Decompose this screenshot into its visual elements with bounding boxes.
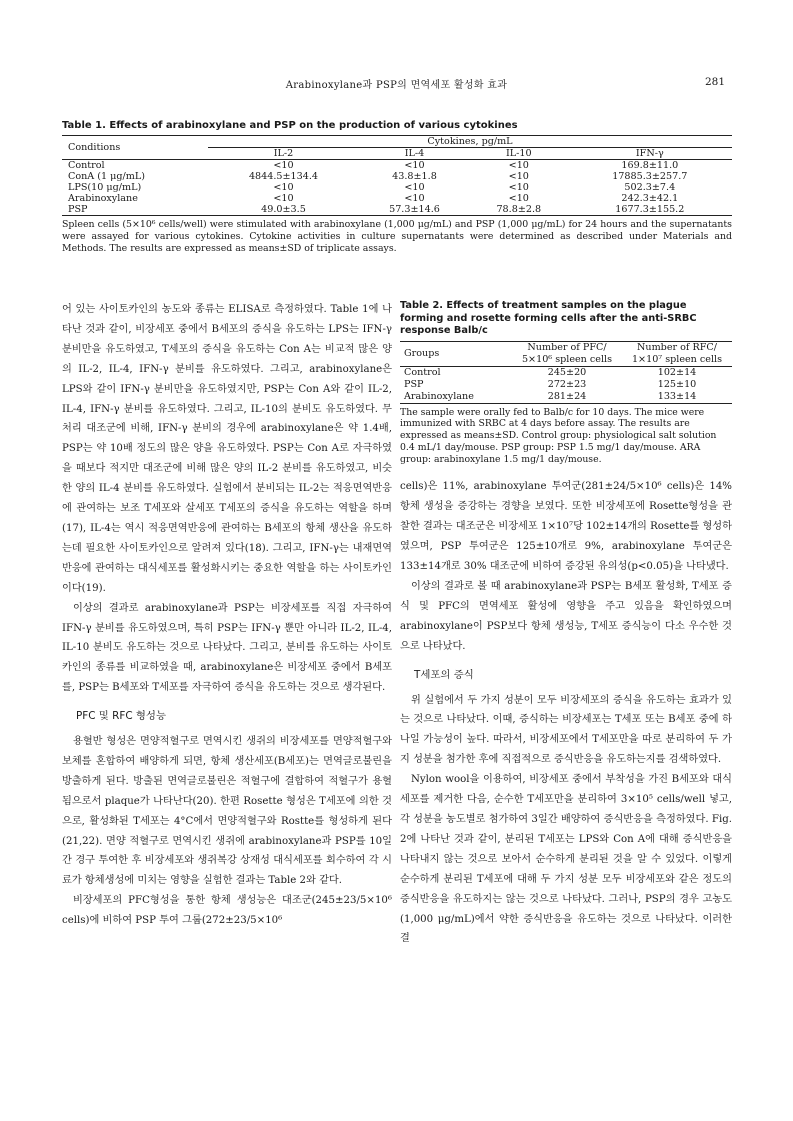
row-label: ConA (1 μg/mL) bbox=[68, 171, 145, 182]
table-row bbox=[62, 182, 732, 193]
column-header: IL-2 bbox=[208, 148, 359, 160]
row-label: LPS(10 μg/mL) bbox=[68, 182, 142, 193]
table-2-caption: Table 2. Effects of treatment samples on the plague forming and rosette forming cells after the anti-SRBC response Balb/c bbox=[400, 300, 697, 336]
body-paragraph: Nylon wool을 이용하여, 비장세포 중에서 부착성을 가진 B세포와 대식세포를 제거한 다음, 순수한 T세포만을 분리하여 3×10⁵ cells/well 넣고, 각 성분을 농도별로 첨가하여 3일간 배양하여 증식반응을 측정하였다. Fig. 2에 나타난 것과 같이, 분리된 T세포는 LPS와 Con A에 대해 증식반응을 나타내지 않는 것으로 보아서 순수하게 분리된 것을 알 수 있었다. 이렇게 순수하게 분리된 T세포에 대해 두 가지 성분 모두 비장세포와 같은 정도의 증식반응을 유도하지는 않는 것으로 나타났다. 그러나, PSP의 경우 고농도(1,000 μg/mL)에서 약한 증식반응을 유도하는 것으로 나타났다. 이러한 결 bbox=[400, 774, 732, 945]
table-cell: 242.3±42.1 bbox=[621, 193, 679, 204]
column-header-pfc-line2: 5×10⁶ spleen cells bbox=[521, 353, 613, 365]
table-cell: 49.0±3.5 bbox=[208, 204, 359, 216]
table-1-caption: Table 1. Effects of arabinoxylane and PSP on the production of various cytokines bbox=[62, 120, 518, 131]
table-cell: <10 bbox=[273, 193, 294, 204]
body-paragraph: cells)은 11%, arabinoxylane 투여군(281±24/5×10⁶ cells)은 14% 항체 생성을 증강하는 경향을 보였다. 또한 비장세포에 Rosette형성을 관찰한 결과는 대조군은 비장세포 1×10⁷당 102±14개의 Rosette를 형성하였으며, PSP 투여군은 125±10개로 9%, arabinoxylane 투여군은 133±14개로 30% 대조군에 비하여 증강된 유의성(p<0.05)을 나타냈다. bbox=[400, 481, 732, 573]
running-title: Arabinoxylane과 PSP의 면역세포 활성화 효과 bbox=[285, 80, 508, 91]
table-cell: 169.8±11.0 bbox=[621, 160, 679, 171]
left-column bbox=[62, 300, 392, 931]
table-row bbox=[400, 366, 732, 379]
table-cell: 502.3±7.4 bbox=[624, 182, 676, 193]
table-cell: 281±24 bbox=[512, 391, 622, 404]
body-paragraph: 이상의 결과로 볼 때 arabinoxylane과 PSP는 B세포 활성화, T세포 증식 및 PFC의 면역세포 활성에 영향을 주고 있음을 확인하였으며 arabinoxylane이 PSP보다 항체 생성능, T세포 증식능이 다소 우수한 것으로 나타났다. bbox=[400, 581, 732, 652]
body-paragraph: 비장세포의 PFC형성을 통한 항체 생성능은 대조군(245±23/5×10⁶ cells)에 비하여 PSP 투여 그룹(272±23/5×10⁶ bbox=[62, 895, 392, 927]
body-paragraph: 이상의 결과로 arabinoxylane과 PSP는 비장세포를 직접 자극하여 IFN-γ 분비를 유도하였으며, 특히 PSP는 IFN-γ 뿐만 아니라 IL-2, IL-4, IL-10 분비도 유도하는 것으로 나타났다. 그리고, 분비를 유도하는 사이토카인의 종류를 비교하였을 때, arabinoxylane은 비장세포 중에서 B세포를, PSP는 B세포와 T세포를 자극하여 증식을 유도하는 것으로 생각된다. bbox=[62, 602, 392, 694]
row-label: Arabinoxylane bbox=[68, 193, 138, 204]
row-label: Arabinoxylane bbox=[400, 391, 512, 404]
table-2-grid bbox=[400, 341, 732, 404]
column-header-pfc bbox=[512, 341, 622, 366]
table-2-footnote: The sample were orally fed to Balb/c for 10 days. The mice were immunized with SRBC at 4 days before assay. The results are expressed as means±SD. Control group: physiological salt solution 0.4 mL/1 day/mouse. PSP group: PSP 1.5 mg/1 day/mouse. ARA group: arabinoxylane 1.5 mg/1 day/mouse. bbox=[400, 406, 717, 465]
row-label: PSP bbox=[62, 204, 208, 216]
body-paragraph: 어 있는 사이토카인의 농도와 종류는 ELISA로 측정하였다. Table 1에 나타난 것과 같이, 비장세포 중에서 B세포의 증식을 유도하는 LPS는 IFN-γ 분비만을 유도하였고, T세포의 증식을 유도하는 Con A는 비교적 많은 양의 IL-2, IL-4, IFN-γ 분비를 유도하였다. 그리고, arabinoxylane은 LPS와 같이 IFN-γ 분비만을 유도하였지만, PSP는 Con A와 같이 IL-2, IL-4, IFN-γ 분비를 유도하였다. 그리고, IL-10의 분비도 유도하였다. 무처리 대조군에 비해, IFN-γ 분비의 경우에 arabinoxylane은 약 1.4배, PSP는 약 10배 정도의 많은 양을 유도하였다. PSP는 Con A로 자극하였을 때보다 적지만 대조군에 비해 많은 양의 IL-2 분비를 유도하였고, 비슷한 양의 IL-4 분비를 유도하였다. 실험에서 분비되는 IL-2는 적응면역반응에 관여하는 보조 T세포와 살세포 T세포의 증식을 유도하는 역할을 하며(17), IL-4는 역시 적응면역반응에 관여하는 B세포의 항체 생산을 유도하는데 필요한 사이토카인으로 알려져 있다(18). 그리고, IFN-γ는 내재면역반응에 관여하는 대식세포를 활성화시키는 중요한 역할을 하는 사이토카인이다(19). bbox=[62, 304, 392, 594]
table-cell: 17885.3±257.7 bbox=[612, 171, 688, 182]
table-cell: 133±14 bbox=[622, 391, 732, 404]
table-row bbox=[400, 379, 732, 391]
table-cell: 78.8±2.8 bbox=[470, 204, 568, 216]
column-header-rfc-line1: Number of RFC/ bbox=[637, 341, 717, 353]
column-header-conditions: Conditions bbox=[62, 136, 208, 160]
table-row bbox=[62, 193, 732, 204]
table-cell: 57.3±14.6 bbox=[359, 204, 470, 216]
table-cell: 4844.5±134.4 bbox=[248, 171, 319, 182]
table-row bbox=[62, 171, 732, 182]
table-cell: <10 bbox=[404, 182, 425, 193]
column-header: IFN-γ bbox=[568, 148, 732, 160]
table-1 bbox=[62, 119, 732, 256]
table-2 bbox=[400, 300, 732, 465]
column-group-header: Cytokines, pg/mL bbox=[208, 136, 732, 148]
column-header-rfc bbox=[622, 341, 732, 366]
table-cell: <10 bbox=[508, 193, 529, 204]
column-header: IL-10 bbox=[470, 148, 568, 160]
body-paragraph: 위 실험에서 두 가지 성분이 모두 비장세포의 증식을 유도하는 효과가 있는 것으로 나타났다. 이때, 증식하는 비장세포는 T세포 또는 B세포 중에 하나일 가능성이 높다. 따라서, 비장세포에서 T세포만을 따로 분리하여 두 가지 성분을 첨가한 후에 직접적으로 증식반응을 유도하는지를 검색하였다. bbox=[400, 694, 732, 766]
table-1-grid bbox=[62, 135, 732, 216]
table-row bbox=[62, 160, 732, 172]
column-header-rfc-line2: 1×10⁷ spleen cells bbox=[631, 353, 723, 365]
table-row bbox=[400, 391, 732, 404]
running-header bbox=[0, 76, 793, 92]
table-cell: 1677.3±155.2 bbox=[568, 204, 732, 216]
row-label: Control bbox=[404, 366, 441, 378]
table-cell: <10 bbox=[508, 171, 529, 182]
table-1-footnote: Spleen cells (5×10⁶ cells/well) were stimulated with arabinoxylane (1,000 μg/mL) and PSP (1,000 μg/mL) for 24 hours and the supernatants were assayed for various cytokines. Cytokine activities in culture supernatants were determined as described under Materials and Methods. The results are expressed as means±SD of triplicate assays. bbox=[62, 219, 732, 255]
column-header-groups: Groups bbox=[400, 341, 512, 366]
table-cell: 125±10 bbox=[657, 378, 697, 390]
table-cell: <10 bbox=[508, 182, 529, 193]
column-header-pfc-line1: Number of PFC/ bbox=[527, 341, 607, 353]
body-paragraph: 용혈반 형성은 면양적혈구로 면역시킨 생쥐의 비장세포를 면양적혈구와 보체를 혼합하여 배양하게 되면, 항체 생산세포(B세포)는 면역글로불린을 방출하게 된다. 방출된 면역글로불린은 적혈구에 결합하여 적혈구가 용혈됨으로서 plaque가 나타난다(20). 한편 Rosette 형성은 T세포에 의한 것으로, 활성화된 T세포는 4°C에서 면양적혈구와 Rostte를 형성하게 된다(21,22). 면양 적혈구로 면역시킨 생쥐에 arabinoxylane과 PSP를 10일간 경구 투여한 후 비장세포와 생쥐복강 상재성 대식세포를 회수하여 각 시료가 항체생성에 미치는 영향을 실험한 결과는 Table 2와 같다. bbox=[62, 736, 392, 887]
section-heading: PFC 및 RFC 형성능 bbox=[76, 710, 167, 723]
table-row bbox=[62, 204, 732, 216]
table-cell: 102±14 bbox=[657, 366, 697, 378]
table-cell: <10 bbox=[508, 160, 529, 171]
right-column bbox=[400, 300, 732, 949]
table-cell: <10 bbox=[273, 182, 294, 193]
table-cell: <10 bbox=[404, 193, 425, 204]
column-header: IL-4 bbox=[359, 148, 470, 160]
section-heading: T세포의 증식 bbox=[414, 668, 474, 681]
table-cell: <10 bbox=[404, 160, 425, 171]
page-number: 281 bbox=[704, 76, 725, 88]
row-label: Control bbox=[68, 160, 105, 171]
table-cell: 272±23 bbox=[547, 378, 587, 390]
table-cell: <10 bbox=[273, 160, 294, 171]
row-label: PSP bbox=[404, 378, 424, 390]
table-cell: 43.8±1.8 bbox=[392, 171, 437, 182]
table-cell: 245±20 bbox=[547, 366, 587, 378]
